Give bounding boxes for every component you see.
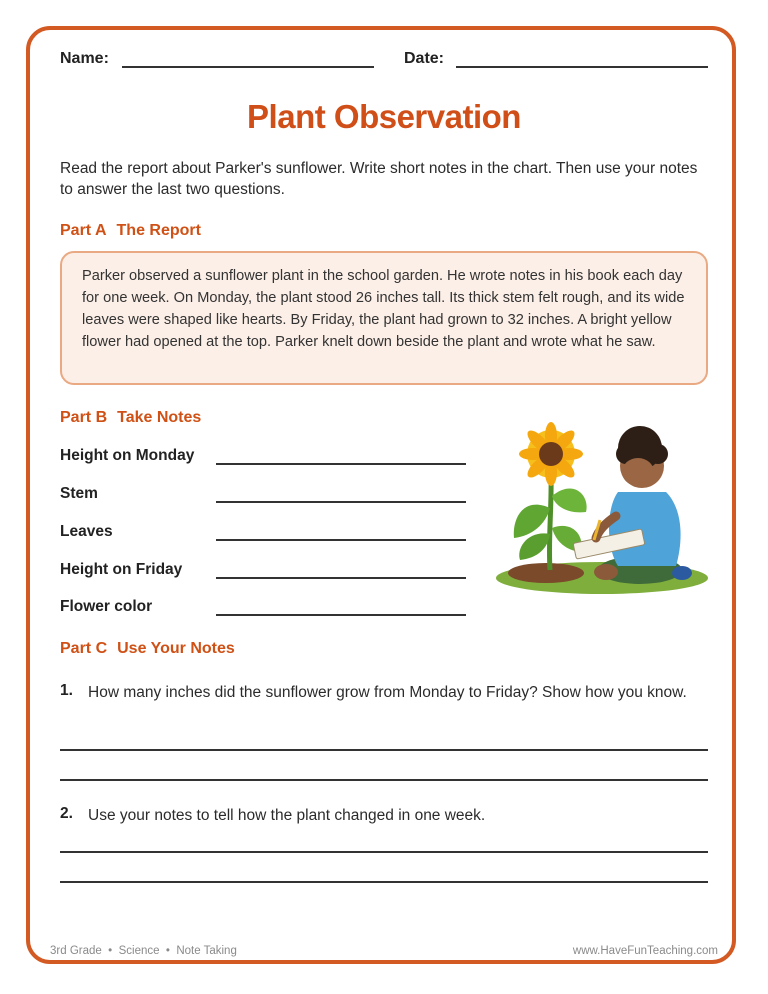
name-line[interactable] — [122, 66, 374, 68]
report-text: Parker observed a sunflower plant in the school garden. He wrote notes in his book each day for one week. On Monday, the plant stood 26 inches tall. Its thick stem felt rough, and its wide leaves were shaped like hearts. By Friday, the plant had grown to 32 inches. A bright yellow flower had opened at the top. Parker knelt down beside the plant and wrote what he saw. — [82, 268, 685, 350]
name-label: Name: — [60, 50, 109, 67]
question-1-number: 1. — [60, 682, 73, 699]
footer-grade: 3rd Grade — [50, 945, 102, 957]
boy-sunflower-illustration — [494, 408, 710, 598]
note-line-height-monday[interactable] — [216, 463, 466, 465]
note-line-leaves[interactable] — [216, 539, 466, 541]
part-c-tag: Part C — [60, 640, 108, 657]
part-a-tag: Part A — [60, 222, 107, 239]
note-label-height-monday: Height on Monday — [60, 447, 195, 464]
part-a-title: The Report — [116, 222, 201, 239]
answer-2-line-1[interactable] — [60, 851, 708, 853]
note-line-stem[interactable] — [216, 501, 466, 503]
part-c-heading — [60, 640, 235, 658]
part-b-title: Take Notes — [117, 409, 202, 426]
part-b-heading — [60, 409, 201, 427]
note-line-flower-color[interactable] — [216, 614, 466, 616]
question-2-number: 2. — [60, 805, 73, 822]
footer-site: www.HaveFunTeaching.com — [572, 945, 718, 957]
date-label: Date: — [404, 50, 445, 67]
question-2-text: Use your notes to tell how the plant changed in one week. — [88, 807, 486, 824]
instructions: Read the report about Parker's sunflower. Write short notes in the chart. Then use your notes to answer the last two questions. — [60, 160, 698, 198]
footer-meta — [50, 945, 237, 957]
answer-2-line-2[interactable] — [60, 881, 708, 883]
answer-1-line-1[interactable] — [60, 749, 708, 751]
footer-sep-1: • — [108, 945, 113, 957]
footer-subject: Science — [118, 945, 160, 957]
report-box — [60, 251, 708, 385]
note-label-height-friday: Height on Friday — [60, 561, 183, 578]
note-label-stem: Stem — [60, 485, 98, 502]
page-title: Plant Observation — [247, 98, 521, 135]
part-a-heading — [60, 222, 201, 240]
answer-1-line-2[interactable] — [60, 779, 708, 781]
note-label-leaves: Leaves — [60, 523, 113, 540]
footer-skill: Note Taking — [176, 945, 237, 957]
note-label-flower-color: Flower color — [60, 598, 153, 615]
date-line[interactable] — [456, 66, 708, 68]
question-1-text: How many inches did the sunflower grow from Monday to Friday? Show how you know. — [88, 684, 687, 701]
footer-sep-2: • — [165, 945, 170, 957]
note-line-height-friday[interactable] — [216, 577, 466, 579]
part-c-title: Use Your Notes — [117, 640, 235, 657]
part-b-tag: Part B — [60, 409, 108, 426]
